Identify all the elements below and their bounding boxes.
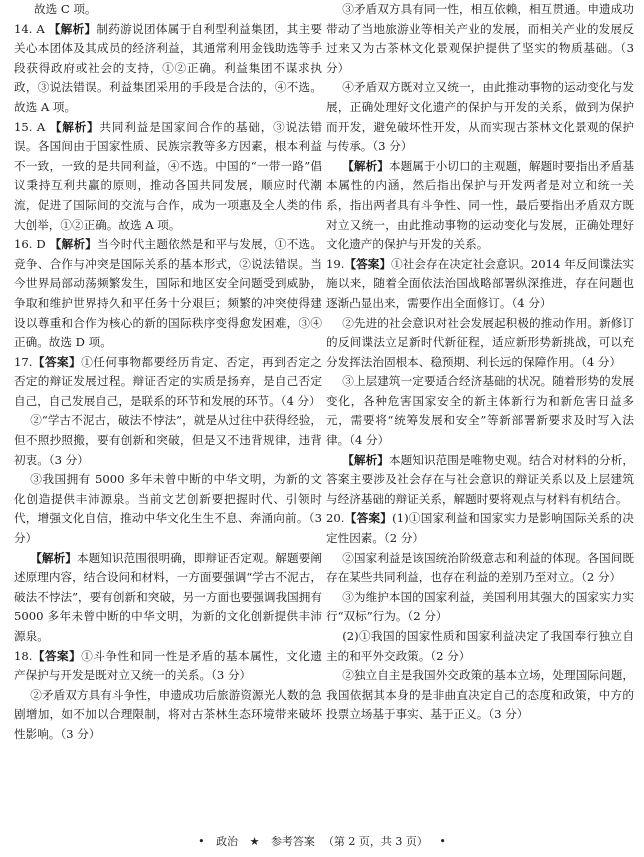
q19-point-2: ②先进的社会意识对社会发展起积极的推动作用。新修订的反间谍法立足新时代新征程，适应新形势新挑战，可以充分发挥法治固根本、稳预期、利长远的保障作用。（4 分） [326,315,634,369]
q15-number: 15. A [14,119,46,134]
q14-analysis-text: 制药游说团体属于自利型利益集团，其主要关心本团体及其成员的经济利益，其通常利用金钱助选等手段获得政府或社会的支持，①②正确。利益集团不谋求执政，③说法错误。利益集团采用的手段是合法的，④不选。故选 A 项。 [14,21,322,114]
q19-analysis-text: 本题知识范围是唯物史观。结合对材料的分析，答案主要涉及社会存在与社会意识的辩证关系以及上层建筑与经济基础的辩证关系，解题时要将观点与材料有机结合。 [326,452,634,506]
q19-answer [326,255,634,314]
q20-point-2: ②国家利益是该国统治阶级意志和利益的体现。各国间既存在某些共同利益，也存在利益的差别乃至对立。（2 分） [326,550,634,585]
q17-point-3: ③我国拥有 5000 多年未曾中断的中华文明，为新的文化创造提供丰沛源泉。当前文艺创新要把握时代、引领时代，增强文化自信，推动中华文化生生不息、奔涌向前。（3 分） [14,472,322,546]
q14-number: 14. A [14,21,45,36]
q20-number: 20. [326,511,345,526]
q18-analysis [326,157,634,255]
q17-point-2: ②“学古不泥古，破法不悖法”，就是从过往中获得经验，但不照抄照搬，要有创新和突破，但是又不违背规律，违背初衷。（3 分） [14,413,322,467]
footer-dot-right: • [439,835,446,848]
q19-number: 19. [326,256,345,271]
q18-number: 18. [14,648,33,663]
q16-answer [14,235,322,353]
q19-analysis [326,451,634,510]
q13-tail: 故选 C 项。 [34,2,97,16]
q18-answer-tag: 【答案】 [32,648,82,663]
q17-analysis [14,549,322,647]
q17-analysis-tag: 【解析】 [30,550,77,565]
q19-answer-tag: 【答案】 [344,256,392,271]
q16-number: 16. D [14,237,46,252]
q17-number: 17. [14,354,33,369]
footer-subject: 政治 [216,835,239,848]
q18-point-2: ②矛盾双方具有斗争性，申遗成功后旅游资源光人数的急剧增加，如不加以合理限制，将对古茶林生态环境带来破坏性影响。（3 分） [14,687,322,741]
q20-point-3: ③为维护本国的国家利益，美国利用其强大的国家实力实行“双标”行为。（2 分） [326,589,634,624]
q18-answer [14,647,322,686]
q18-point-3: ③矛盾双方具有同一性，相互依赖，相互贯通。申遗成功带动了当地旅游业等相关产业的发展，而相关产业的发展反过来又为古茶林文化景观保护提供了坚实的物质基础。（3 分） [326,2,634,75]
q20-answer-tag: 【答案】 [344,511,393,526]
page-footer [0,832,644,852]
footer-page-number: （第 2 页，共 3 页） [322,835,428,848]
footer-title: 参考答案 [270,835,315,848]
q20-point-5: ②独立自主是我国外交政策的基本立场，处理国际问题，我国依据其本身的是非曲直决定自己的态度和政策，中方的投票立场基于事实、基于正义。（3 分） [326,668,634,722]
q19-analysis-tag: 【解析】 [342,452,389,467]
footer-star-icon: ★ [249,835,260,848]
q17-analysis-text: 本题知识范围很明确，即辩证否定观。解题要阐述原理内容，结合设问和材料，一方面要强调“学古不泥古，破法不悖法”，要有创新和突破，另一方面也要强调我国拥有 5000 多年未曾中断的中华文明，为新的文化创新提供丰沛源泉。 [14,550,322,643]
q15-analysis-text: 共同利益是国家间合作的基础，③说法错误。各国间由于国家性质、民族宗教等多方因素，根本利益不一致，一致的是共同利益，④不选。中国的“一带一路”倡议秉持互利共赢的原则，推动各国共同发展，顺应时代潮流，促进了国际间的交流与合作，成为一项惠及全人类的伟大创举，①②正确。故选 A 项。 [14,119,322,232]
q18-analysis-text: 本题属于小切口的主观题，解题时要指出矛盾基本属性的内涵，然后指出保护与开发两者是对立和统一关系，指出两者具有斗争性、同一性，最后要指出矛盾双方既对立又统一，由此推动事物的运动变化与发展，正确处理好文化遗产的保护与开发的关系。 [326,158,634,252]
q20-point-4: (2)①我国的国家性质和国家利益决定了我国奉行独立自主的和平外交政策。（2 分） [326,629,634,663]
right-column [326,0,634,725]
q17-point-1: ①任何事物都要经历肯定、否定，再到否定之否定的辩证发展过程。辩证否定的实质是扬弃，是自己否定自己，自己发展自己，是联系的环节和发展的环节。（4 分） [14,354,322,408]
q19-point-3: ③上层建筑一定要适合经济基础的状况。随着形势的发展变化，各种危害国家安全的新主体新行为和新危害日益多元，需要将“统筹发展和安全”等新部署新要求及时写入法律。（4 分） [326,374,634,448]
q18-point-1: ①斗争性和同一性是矛盾的基本属性，文化遗产保护与开发是既对立又统一的关系。（3 分） [14,648,322,683]
q20-point-1: (1)①国家利益和国家实力是影响国际关系的决定性因素。（2 分） [326,511,634,546]
q18-analysis-tag: 【解析】 [342,158,389,173]
q17-answer-tag: 【答案】 [32,354,82,369]
q16-analysis-text: 当今时代主题依然是和平与发展，①不选。竞争、合作与冲突是国际关系的基本形式，②说法错误。当今世界局部动荡频繁发生，国际和地区安全问题受到威胁，争取和维护世界持久和平任务十分艰巨；频繁的冲突使得建设以尊重和合作为核心的新的国际秩序变得愈发困难，③④正确。故选 D 项。 [14,237,322,350]
q14-answer [14,20,322,118]
q19-point-1: ①社会存在决定社会意识。2014 年反间谍法实施以来，随着全面依法治国战略部署纵深推进，存在问题也逐渐凸显出来，需要作出全面修订。（4 分） [326,256,634,310]
q20-answer [326,509,634,548]
q15-answer [14,118,322,236]
q17-answer [14,353,322,412]
q16-analysis-tag: 【解析】 [49,237,98,252]
footer-dot-left: • [198,835,205,848]
q15-analysis-tag: 【解析】 [49,119,100,134]
left-column [14,0,322,745]
q18-point-4: ④矛盾双方既对立又统一，由此推动事物的运动变化与发展，正确处理好文化遗产的保护与开发的关系，做到为保护而开发，避免破坏性开发，从而实现古茶林文化景观的保护与传承。（3 分） [326,80,634,154]
q14-analysis-tag: 【解析】 [48,21,97,36]
